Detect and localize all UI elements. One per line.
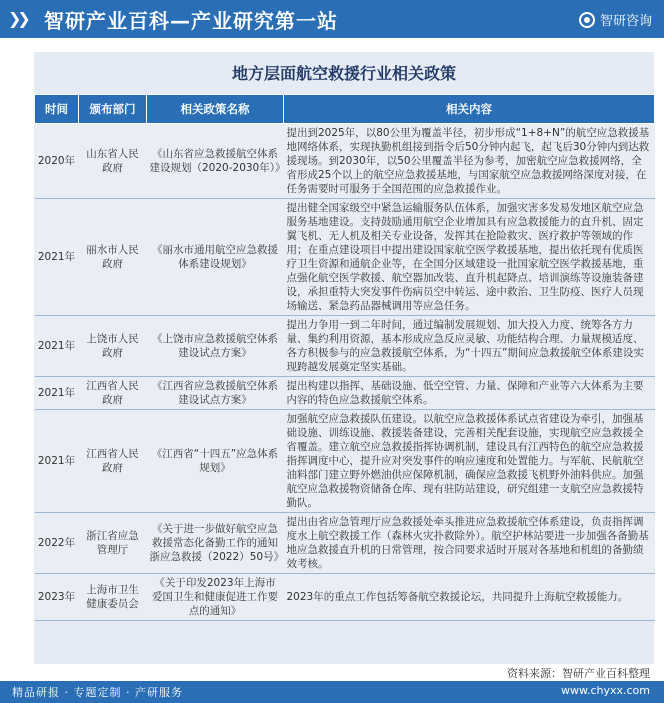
cell-year: 2021年 (35, 377, 79, 410)
footer-bar (0, 681, 664, 703)
cell-year: 2020年 (35, 124, 79, 199)
cell-policy-name: 《江西省“十四五”应急体系规划》 (147, 410, 284, 513)
footer-tagline: 精品研报 · 专题定制 · 产研服务 (12, 686, 183, 699)
column-header-policy-name: 相关政策名称 (147, 95, 284, 124)
cell-policy-name: 《上饶市应急救援航空体系建设试点方案》 (147, 316, 284, 377)
cell-year: 2022年 (35, 513, 79, 574)
table-row (35, 124, 655, 199)
cell-content: 加强航空应急救援队伍建设。以航空应急救援体系试点省建设为牵引，加强基础设施、训练设施、救援装备建设，完善相关配套设施，实现航空应急救援全省覆盖。建立航空应急救援指挥协调机制，建设具有江西特色的航空应急救援指挥调度中心，提升应对突发事件的响应速度和处置能力。与军航、民航航空油料部门建立野外燃油供应保障机制，确保应急救援飞机野外油料供应。加强航空应急救援物资储备仓库、现有驻防站建设，研究组建一支航空应急救援特勤队。 (284, 410, 655, 513)
column-header-year: 时间 (35, 95, 79, 124)
table-title: 地方层面航空救援行业相关政策 (231, 64, 456, 83)
cell-year: 2021年 (35, 410, 79, 513)
cell-department: 上海市卫生健康委员会 (79, 574, 147, 621)
cell-department: 江西省人民政府 (79, 377, 147, 410)
cell-department: 江西省人民政府 (79, 410, 147, 513)
table-header-row (35, 95, 655, 124)
cell-department: 丽水市人民政府 (79, 199, 147, 316)
table-row (35, 316, 655, 377)
table-row (35, 513, 655, 574)
double-chevron-icon: ❯❯ (8, 9, 27, 28)
cell-policy-name: 《丽水市通用航空应急救援体系建设规划》 (147, 199, 284, 316)
footer-url[interactable]: www.chyxx.com (560, 684, 650, 697)
cell-department: 上饶市人民政府 (79, 316, 147, 377)
cell-year: 2023年 (35, 574, 79, 621)
cell-policy-name: 《江西省应急救援航空体系建设试点方案》 (147, 377, 284, 410)
cell-content: 提出健全国家级空中紧急运输服务队伍体系，加强灾害多发易发地区航空应急服务基地建设。支持鼓励通用航空企业增加具有应急救援能力的直升机、固定翼飞机、无人机及相关专业设备，发挥其在抢险救灾、医疗救护等领域的作用；在重点建设项目中提出建设国家航空医学救援基地，提出依托现有优质医疗卫生资源和通航企业等，在全国分区域建设一批国家航空医学救援基地，重点强化航空医学救援、航空器加改装、直升机起降点、培训演练等设施装备建设，承担重特大突发事件伤病员空中转运、途中救治、卫生防疫、医疗人员现场输送、紧急药品器械调用等应急任务。 (284, 199, 655, 316)
cell-year: 2021年 (35, 316, 79, 377)
top-header-bar (0, 0, 664, 38)
policy-table (34, 94, 655, 621)
column-header-content: 相关内容 (284, 95, 655, 124)
cell-content: 提出构建以指挥、基础设施、低空空管、力量、保障和产业等六大体系为主要内容的特色应急救援航空体系。 (284, 377, 655, 410)
brand[interactable] (579, 10, 652, 29)
table-row (35, 574, 655, 621)
cell-policy-name: 《关于印发2023年上海市爱国卫生和健康促进工作要点的通知》 (147, 574, 284, 621)
cell-policy-name: 《关于进一步做好航空应急救援常态化备勤工作的通知浙应急救援（2022）50号》 (147, 513, 284, 574)
cell-department: 浙江省应急管理厅 (79, 513, 147, 574)
cell-content: 提出力争用一到二年时间，通过编制发展规划、加大投入力度、统筹各方力量、集约利用资源，基本形成应急反应灵敏、功能结构合理、力量规模适度、各方积极参与的应急救援航空体系，为“十四五”期间应急救援航空体系建设实现跨越发展奠定坚实基础。 (284, 316, 655, 377)
column-header-department: 颁布部门 (79, 95, 147, 124)
source-note: 资料来源：智研产业百科整理 (507, 667, 650, 680)
cell-content: 提出到2025年，以80公里为覆盖半径，初步形成“1+8+N”的航空应急救援基地网络体系，实现执勤机组接到指令后50分钟内起飞，起飞后30分钟内到达救援现场。到2030年，以50公里覆盖半径为参考，加密航空应急救援网络，全省形成25个以上的航空应急救援基地，与国家航空应急救援网络深度对接，在任务需要时可服务于全国范围的应急救援作业。 (284, 124, 655, 199)
table-row (35, 199, 655, 316)
cell-year: 2021年 (35, 199, 79, 316)
table-row (35, 377, 655, 410)
cell-department: 山东省人民政府 (79, 124, 147, 199)
table-row (35, 410, 655, 513)
cell-content: 提出由省应急管理厅应急救援处牵头推进应急救援航空体系建设，负责指挥调度水上航空救援工作（森林火灾扑救除外）。航空护林站要进一步加强各备勤基地应急救援直升机的日常管理，按合同要求适时开展对各基地和机组的备勤绩效考核。 (284, 513, 655, 574)
brand-logo-icon (579, 12, 595, 28)
site-title: 智研产业百科—产业研究第一站 (44, 9, 338, 33)
cell-content: 2023年的重点工作包括筹备航空救援论坛，共同提升上海航空救援能力。 (284, 574, 655, 621)
brand-name: 智研咨询 (599, 14, 652, 29)
cell-policy-name: 《山东省应急救援航空体系建设规划（2020-2030年）》 (147, 124, 284, 199)
